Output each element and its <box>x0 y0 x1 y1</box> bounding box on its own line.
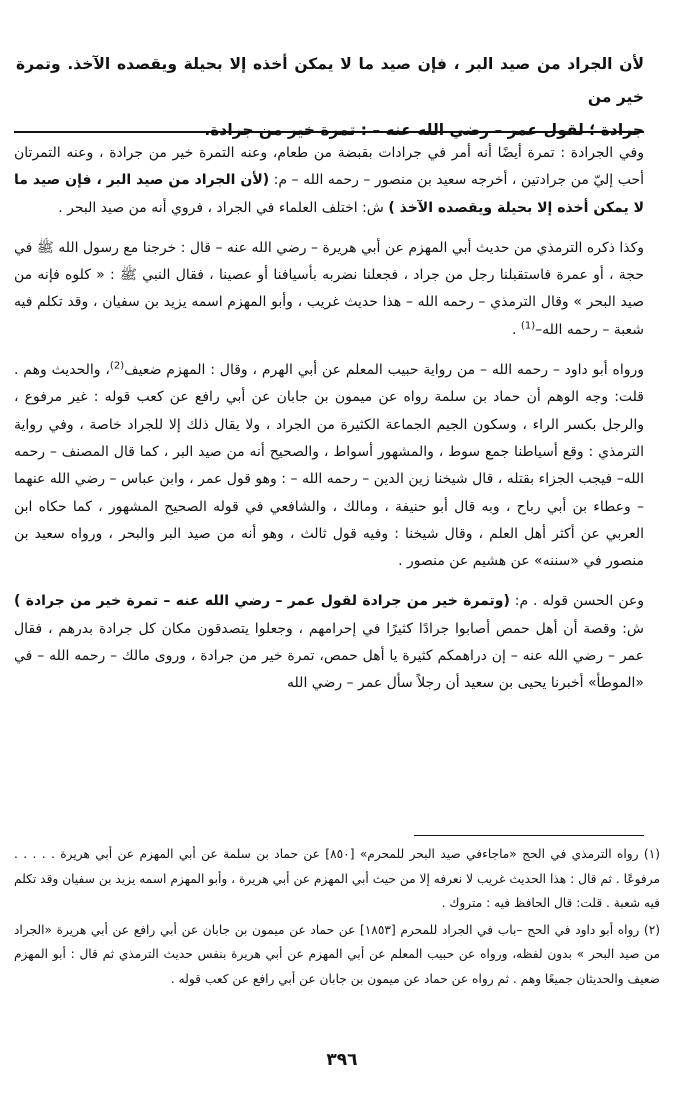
footnotes <box>14 842 660 992</box>
matn-line-2: جرادة ؛ لقول عمر – رضي الله عنه – : تمرة خير من جرادة. <box>204 121 644 139</box>
paragraph-4 <box>14 588 644 697</box>
paragraph-2 <box>14 235 644 344</box>
paragraph-3-start: ورواه أبو داود – رحمه الله – من رواية حبيب المعلم عن أبي الهرم ، وقال : المهزم ضعيف <box>124 362 644 379</box>
paragraph-4-text: ش: وقصة أن أهل حمص أصابوا جرادًا كثيرًا في إحرامهم ، وجعلوا يتصدقون مكان كل جرادة بدرهم ، فقال عمر – رضي الله عنه – إن دراهمكم كثيرة يا أهل حمص، تمرة خير من جرادة ، وروى مالك – رحمه الله – في «الموطأ» أخبرنا يحيى بن سعيد أن رجلاً سأل عمر – رضي الله <box>14 620 644 692</box>
paragraph-3-text: ، والحديث وهم . قلت: وجه الوهم أن حماد بن سلمة رواه عن ميمون بن جابان عن أبي رافع عن كعب قوله : غير مرفوع ، والرجل بكسر الراء ، وسكون الجيم الجماعة الكثيرة من الجراد ، ولا يقال ذلك إلا للجراد خاصة ، وفي رواية الترمذي : وقع أسياطنا جمع سوط ، والمشهور أسواط ، والصحيح أنه من صيد البر ، كما قال المصنف – رحمه الله– فيجب الجزاء بقتله ، قال شيخنا زين الدين – رحمه الله – : وهو قول عمر ، وابن عباس – رضي الله عنهما – وعطاء بن أبي رباح ، وبه قال أبو حنيفة ، ومالك ، والشافعي في قوله الصحيح المشهور ، كما حكاه ابن العربي عن أكثر أهل العلم ، وقال شيخنا : وفيه قول ثالث ، وهو أنه من صيد البر والبحر ، ورواه سعيد بن منصور في «سننه» عن هشيم عن منصور . <box>14 362 644 570</box>
commentary-body <box>14 140 644 711</box>
page-number: ٣٩٦ <box>326 1050 358 1070</box>
paragraph-1-text: وفي الجرادة : تمرة أيضًا أنه أمر في جرادات بقبضة من طعام، وعنه التمرة خير من جرادة ، وعنه التمرتان أحب إليّ من جرادتين ، أخرجه سعيد بن منصور – رحمه الله – م: <box>14 145 645 189</box>
footnote-1: (١) رواه الترمذي في الحج «ماجاءفي صيد البحر للمحرم» [٨٥٠] عن حماد بن سلمة عن أبي المهزم عن أبي هريرة . . . . . مرفوعًا . ثم قال : هذا الحديث غريب لا نعرفه إلا من حيث أبي المهزم عن أبي هريرة ، وأبو المهزم اسمه يزيد بن سفيان وقد تكلم فيه شعبة . قلت: قال الحافظ فيه : متروك . <box>14 847 660 911</box>
footnote-ref-2[interactable]: (2) <box>109 360 125 372</box>
paragraph-2-end: . <box>512 321 521 338</box>
footnote-2: (٢) رواه أبو داود في الحج –باب في الجراد للمحرم [١٨٥٣] عن حماد عن ميمون بن جابان عن أبي رافع عن أبي هريرة «الجراد من صيد البحر » بدون لفظه، ورواه عن حبيب المعلم عن أبي المهزم عن أبي هريرة بنفس حديث الترمذي ثم قال : أبو المهزم ضعيف والحديثان جميعًا وهم . ثم رواه عن حماد عن ميمون بن جابان عن أبي رافع عن كعب قوله . <box>14 922 661 986</box>
paragraph-4-quote: (وتمرة خير من جرادة لقول عمر – رضي الله عنه – تمرة خير من جرادة ) <box>14 593 510 610</box>
matn-divider <box>14 131 644 133</box>
matn-line-1: لأن الجراد من صيد البر ، فإن صيد ما لا يمكن أخذه إلا بحيلة ويقصده الآخذ. وتمرة خير من <box>16 55 644 106</box>
paragraph-1-quote: (لأن الجراد من صيد البر ، فإن صيد ما لا يمكن أخذه إلا بحيلة ويقصده الآخذ ) <box>14 172 644 216</box>
footnote-divider <box>414 835 644 836</box>
paragraph-4-start: وعن الحسن قوله . م: <box>509 593 644 610</box>
paragraph-1 <box>14 140 644 222</box>
paragraph-3 <box>14 357 644 575</box>
paragraph-2-text: وكذا ذكره الترمذي من حديث أبي المهزم عن أبي هريرة – رضي الله عنه – قال : خرجنا مع رسول الله ﷺ في حجة ، أو عمرة فاستقبلنا رجل من جراد ، فجعلنا نضربه بأسيافنا أو عصينا ، فقال النبي ﷺ : « كلوه فإنه من صيد البحر » وقال الترمذي – رحمه الله – هذا حديث غريب ، وأبو المهزم اسمه يزيد بن سفيان ، وقد تكلم فيه شعبة – رحمه الله– <box>14 239 644 338</box>
footnote-ref-1[interactable]: (1) <box>520 320 536 332</box>
paragraph-1-end: ش: اختلف العلماء في الجراد ، فروي أنه من صيد البحر . <box>58 199 389 216</box>
